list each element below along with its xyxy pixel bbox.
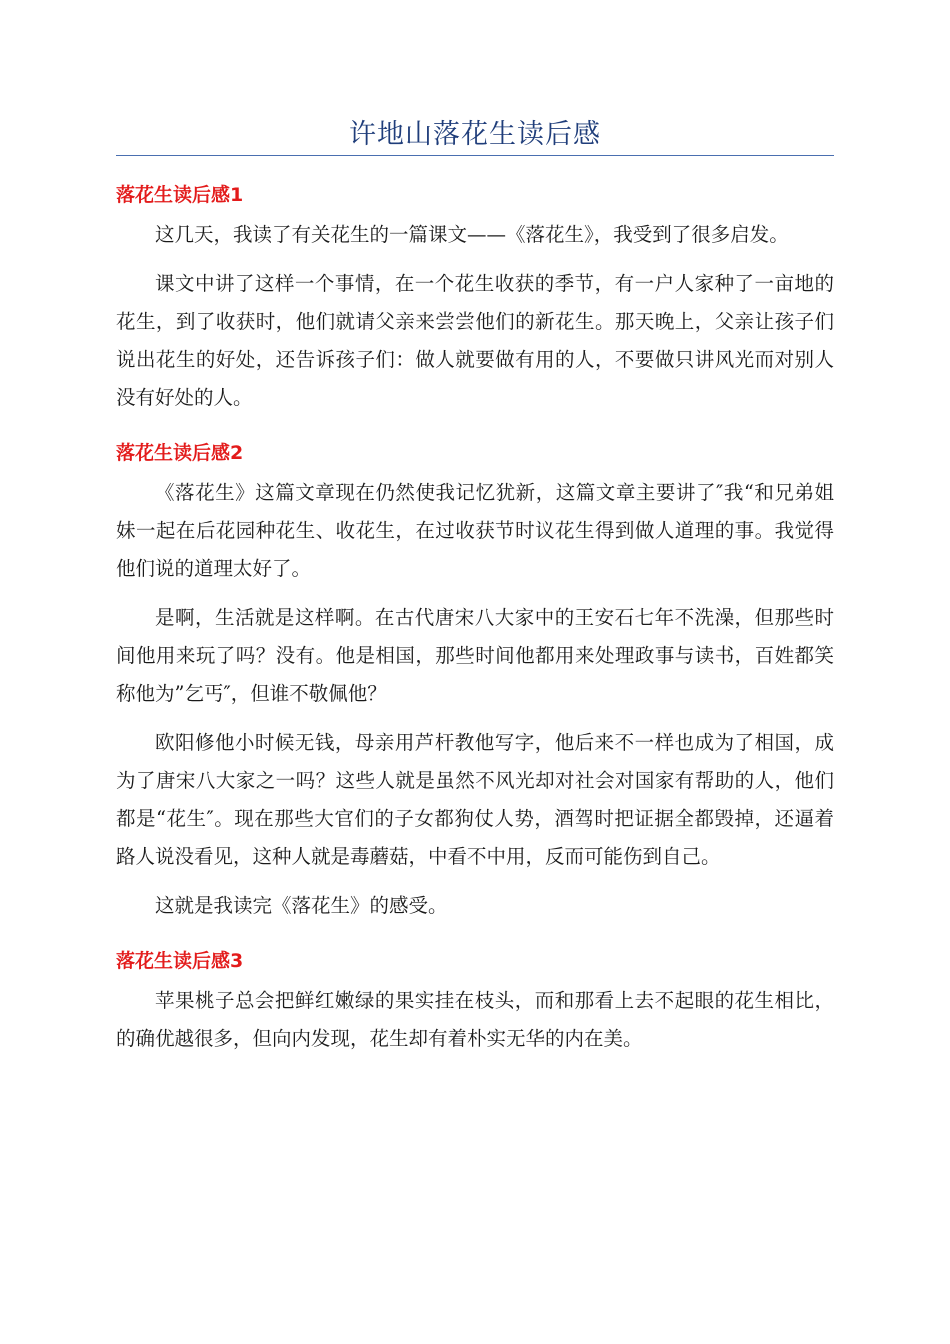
paragraph: 苹果桃子总会把鲜红嫩绿的果实挂在枝头，而和那看上去不起眼的花生相比，的确优越很多，但向内发现，花生却有着朴实无华的内在美。 bbox=[116, 989, 834, 1050]
section-heading: 落花生读后感3 bbox=[116, 950, 244, 972]
document-title: 许地山落花生读后感 bbox=[349, 119, 601, 150]
section-3 bbox=[116, 947, 834, 1058]
paragraph: 欧阳修他小时候无钱，母亲用芦杆教他写字，他后来不一样也成为了相国，成为了唐宋八大家之一吗？这些人就是虽然不风光却对社会对国家有帮助的人，他们都是“花生″。现在那些大官们的子女都狗仗人势，酒驾时把证据全都毁掉，还逼着路人说没看见，这种人就是毒蘑菇，中看不中用，反而可能伤到自己。 bbox=[116, 731, 834, 868]
paragraph: 课文中讲了这样一个事情，在一个花生收获的季节，有一户人家种了一亩地的花生，到了收获时，他们就请父亲来尝尝他们的新花生。那天晚上，父亲让孩子们说出花生的好处，还告诉孩子们：做人就要做有用的人，不要做只讲风光而对别人没有好处的人。 bbox=[116, 272, 834, 409]
section-heading: 落花生读后感1 bbox=[116, 184, 244, 206]
section-heading: 落花生读后感2 bbox=[116, 442, 244, 464]
title-underline bbox=[116, 155, 834, 156]
paragraph: 这几天，我读了有关花生的一篇课文——《落花生》，我受到了很多启发。 bbox=[155, 223, 789, 246]
paragraph: 《落花生》这篇文章现在仍然使我记忆犹新，这篇文章主要讲了″我“和兄弟姐妹一起在后花园种花生、收花生，在过收获节时议花生得到做人道理的事。我觉得他们说的道理太好了。 bbox=[116, 481, 834, 580]
document-page bbox=[116, 0, 834, 1058]
paragraph: 这就是我读完《落花生》的感受。 bbox=[155, 894, 448, 917]
paragraph: 是啊，生活就是这样啊。在古代唐宋八大家中的王安石七年不洗澡，但那些时间他用来玩了吗？没有。他是相国，那些时间他都用来处理政事与读书，百姓都笑称他为”乞丐″，但谁不敬佩他？ bbox=[116, 606, 834, 705]
section-1 bbox=[116, 181, 834, 417]
section-2 bbox=[116, 439, 834, 925]
